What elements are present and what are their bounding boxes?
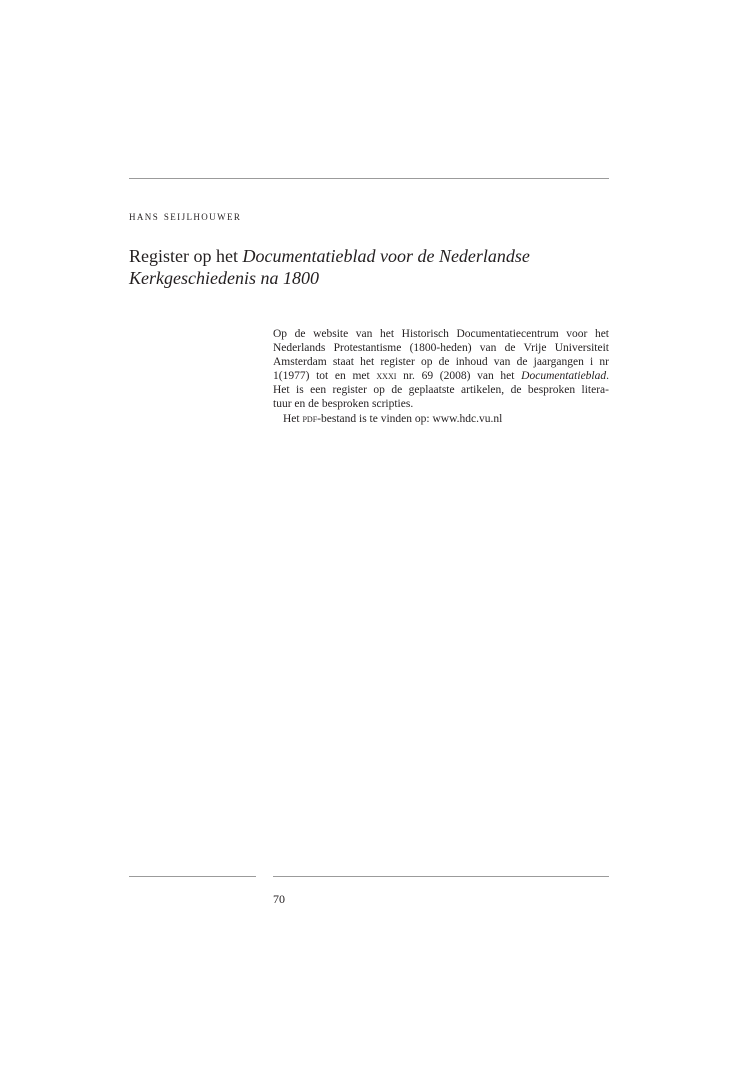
page-number: 70 bbox=[273, 892, 285, 906]
author-name: hans seijlhouwer bbox=[129, 208, 242, 223]
abstract-line-7 bbox=[273, 412, 609, 426]
abstract-l7-b: -bestand is te vinden op: www.hdc.vu.nl bbox=[317, 412, 503, 425]
abstract bbox=[273, 327, 609, 426]
abstract-line-6: tuur en de besproken scripties. bbox=[273, 398, 414, 411]
abstract-l7-a: Het bbox=[283, 412, 303, 425]
title-roman: Register op het bbox=[129, 246, 243, 266]
article-title bbox=[129, 245, 599, 289]
abstract-l4-a: 1(1977) tot en met bbox=[273, 370, 377, 383]
volume-numeral: xxxi bbox=[376, 370, 397, 383]
abstract-line-1: Op de website van het Historisch Documentatiecentrum voor het bbox=[273, 328, 609, 340]
abstract-line-4 bbox=[273, 369, 609, 383]
abstract-l4-b: nr. 69 (2008) van het bbox=[396, 370, 522, 383]
footer-rule-left bbox=[129, 876, 256, 877]
abstract-line-5: Het is een register op de geplaatste artikelen, de besproken litera- bbox=[273, 384, 609, 397]
footer-rule-right bbox=[273, 876, 609, 877]
pdf-label: pdf bbox=[302, 412, 318, 425]
abstract-line-3: Amsterdam staat het register op de inhoud van de jaargangen i nr bbox=[273, 356, 609, 369]
abstract-l4-c: . bbox=[606, 370, 609, 383]
title-italic-1: Documentatieblad voor de Nederlandse bbox=[242, 246, 530, 266]
title-line-1 bbox=[129, 245, 599, 267]
top-rule bbox=[129, 178, 609, 179]
abstract-line-2: Nederlands Protestantisme (1800-heden) van de Vrije Universiteit bbox=[273, 342, 609, 355]
title-line-2: Kerkgeschiedenis na 1800 bbox=[129, 268, 319, 288]
journal-name: Documentatieblad bbox=[521, 370, 607, 383]
